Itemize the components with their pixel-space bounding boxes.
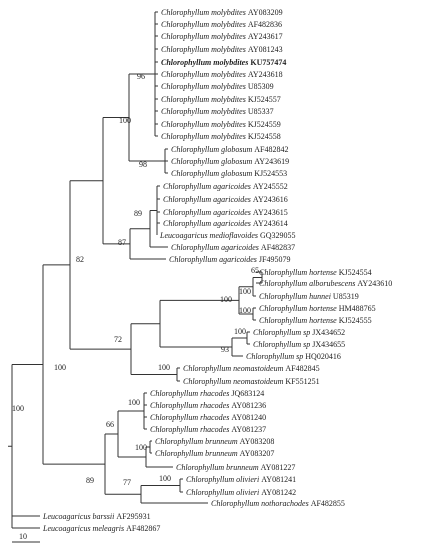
taxon-label — [42, 512, 151, 521]
taxon-name: Chlorophyllum molybdites — [161, 70, 248, 79]
taxon-name: Chlorophyllum sp — [253, 340, 313, 349]
taxon-accession: KF551251 — [285, 377, 320, 386]
taxon-label — [246, 352, 341, 361]
bootstrap-value: 100 — [12, 404, 24, 413]
taxon-name: Chlorophyllum olivieri — [186, 488, 262, 497]
taxon-name: Chlorophyllum alborubescens — [259, 279, 358, 288]
taxon-label — [159, 231, 296, 240]
taxon-accession: AF482842 — [254, 145, 289, 154]
taxon-accession: AY243615 — [252, 208, 288, 217]
taxon-accession: KJ524554 — [338, 268, 372, 277]
taxon-accession: AF482836 — [247, 20, 283, 29]
bootstrap-value: 100 — [158, 363, 170, 372]
taxon-name: Chlorophyllum agaricoides — [163, 195, 253, 204]
taxon-name: Chlorophyllum neomastoideum — [183, 377, 286, 386]
taxon-accession: AY243617 — [247, 32, 283, 41]
taxon-accession: U85319 — [332, 292, 359, 301]
bootstrap-value: 66 — [106, 420, 114, 429]
bootstrap-value: 100 — [119, 116, 131, 125]
bootstrap-value: 100 — [234, 327, 246, 336]
taxon-accession: AY243618 — [247, 70, 283, 79]
taxon-accession: KJ524559 — [247, 120, 281, 129]
bootstrap-value: 72 — [114, 335, 122, 344]
taxon-label — [161, 95, 281, 104]
taxon-label — [163, 219, 288, 228]
taxon-label — [161, 82, 274, 91]
taxon-name: Chlorophyllum rhacodes — [150, 413, 232, 422]
taxon-name: Chlorophyllum hortense — [259, 304, 339, 313]
taxon-accession: AY081236 — [231, 401, 267, 410]
taxon-name: Chlorophyllum molybdites — [161, 132, 248, 141]
taxon-accession: AY081237 — [231, 425, 267, 434]
taxon-name: Chlorophyllum molybdites — [161, 120, 248, 129]
taxon-label — [150, 401, 266, 410]
taxon-name: Chlorophyllum molybdites — [161, 32, 248, 41]
taxon-accession: KJ524557 — [247, 95, 281, 104]
taxon-label — [161, 32, 283, 41]
taxon-name: Chlorophyllum hortense — [259, 268, 339, 277]
taxon-label — [259, 268, 372, 277]
taxon-accession: JX434655 — [312, 340, 346, 349]
bootstrap-value: 100 — [135, 443, 147, 452]
taxon-name: Chlorophyllum hunnei — [259, 292, 333, 301]
taxon-accession: HQ020416 — [305, 352, 341, 361]
taxon-accession: JF495079 — [258, 255, 291, 264]
bootstrap-value: 98 — [139, 160, 147, 169]
taxon-label — [161, 107, 274, 116]
taxon-name: Chlorophyllum molybdites — [161, 58, 251, 67]
taxon-accession: JX434652 — [312, 328, 346, 337]
taxon-name: Leucoagaricus barssii — [43, 512, 117, 521]
taxon-accession: AY243610 — [357, 279, 393, 288]
taxon-accession: AY081240 — [231, 413, 267, 422]
taxon-accession: AY083208 — [239, 437, 275, 446]
taxon-accession: KJ524558 — [247, 132, 281, 141]
bootstrap-value: 100 — [220, 295, 232, 304]
taxon-name: Chlorophyllum globosum — [171, 169, 255, 178]
taxon-label — [42, 524, 160, 533]
taxon-label — [150, 413, 266, 422]
taxon-name: Chlorophyllum sp — [246, 352, 306, 361]
taxon-accession: AY245552 — [252, 182, 288, 191]
taxon-label — [161, 20, 282, 29]
taxon-name: Chlorophyllum nothorachodes — [211, 499, 311, 508]
taxon-label — [211, 499, 345, 508]
taxon-name: Chlorophyllum molybdites — [161, 82, 248, 91]
bootstrap-value: 96 — [137, 72, 145, 81]
taxon-label — [155, 449, 274, 458]
taxon-label — [259, 279, 392, 288]
taxon-name: Chlorophyllum rhacodes — [150, 401, 232, 410]
taxon-label — [186, 475, 296, 484]
taxon-accession: KJ524553 — [254, 169, 288, 178]
bootstrap-value: 100 — [239, 287, 251, 296]
taxon-name: Chlorophyllum brunneum — [176, 463, 261, 472]
taxon-name: Leucoagaricus meleagris — [43, 524, 127, 533]
taxon-name: Chlorophyllum molybdites — [161, 107, 248, 116]
taxon-accession: AF482845 — [285, 364, 320, 373]
bootstrap-value: 100 — [159, 474, 171, 483]
taxon-label — [253, 328, 345, 337]
taxon-accession: HM488765 — [338, 304, 376, 313]
bootstrap-value: 100 — [128, 398, 140, 407]
taxon-label — [163, 208, 288, 217]
scale-bar-label: 10 — [19, 532, 27, 541]
taxon-label — [171, 169, 287, 178]
taxon-name: Chlorophyllum molybdites — [161, 95, 248, 104]
taxon-name: Chlorophyllum molybdites — [161, 45, 248, 54]
taxon-name: Chlorophyllum brunneum — [155, 437, 240, 446]
taxon-name: Chlorophyllum molybdites — [161, 8, 248, 17]
taxon-accession: AY243616 — [252, 195, 288, 204]
taxon-label — [150, 389, 264, 398]
bootstrap-value: 100 — [54, 363, 66, 372]
taxon-label — [161, 132, 281, 141]
bootstrap-value: 89 — [134, 209, 142, 218]
taxon-label — [253, 340, 345, 349]
taxon-label — [163, 182, 288, 191]
taxon-accession: AF482855 — [310, 499, 345, 508]
bootstrap-value: 100 — [239, 306, 251, 315]
taxon-accession: AY081242 — [261, 488, 297, 497]
taxon-accession: U85309 — [247, 82, 274, 91]
taxon-accession: AY081243 — [247, 45, 283, 54]
taxon-label — [259, 292, 359, 301]
taxon-label — [169, 255, 290, 264]
bootstrap-value: 87 — [118, 238, 126, 247]
taxon-name: Chlorophyllum agaricoides — [163, 182, 253, 191]
taxon-name: Chlorophyllum olivieri — [186, 475, 262, 484]
taxon-accession: AF482867 — [126, 524, 161, 533]
taxon-accession: GQ329055 — [259, 231, 296, 240]
taxon-name: Chlorophyllum globosum — [171, 145, 255, 154]
taxon-accession: AF295931 — [116, 512, 151, 521]
taxon-accession: JQ683124 — [231, 389, 265, 398]
taxon-name: Chlorophyllum agaricoides — [171, 243, 261, 252]
taxon-label — [259, 316, 372, 325]
taxon-name: Chlorophyllum agaricoides — [163, 219, 253, 228]
taxon-label — [161, 70, 283, 79]
taxon-label — [161, 120, 281, 129]
taxon-name: Chlorophyllum brunneum — [155, 449, 240, 458]
taxon-accession: KU757474 — [250, 58, 287, 67]
taxon-accession: AY243614 — [252, 219, 288, 228]
taxon-label — [259, 304, 376, 313]
taxon-name: Chlorophyllum agaricoides — [169, 255, 259, 264]
taxon-accession: AY243619 — [254, 157, 290, 166]
taxon-name: Chlorophyllum agaricoides — [163, 208, 253, 217]
taxon-label — [161, 58, 286, 67]
taxon-name: Chlorophyllum rhacodes — [150, 425, 232, 434]
taxon-label — [171, 157, 289, 166]
taxon-name: Leucoagaricus medioflavoides — [160, 231, 260, 240]
taxon-name: Chlorophyllum hortense — [259, 316, 339, 325]
taxon-accession: AY083207 — [239, 449, 275, 458]
taxon-label — [163, 195, 288, 204]
taxon-accession: U85337 — [247, 107, 274, 116]
taxon-label — [186, 488, 296, 497]
taxon-label — [150, 425, 266, 434]
taxon-label — [176, 463, 295, 472]
bootstrap-value: 82 — [76, 255, 84, 264]
taxon-accession: KJ524555 — [338, 316, 372, 325]
taxon-accession: AY083209 — [247, 8, 283, 17]
taxon-label — [155, 437, 274, 446]
bootstrap-value: 93 — [221, 345, 229, 354]
taxon-label — [161, 45, 283, 54]
taxon-label — [161, 8, 283, 17]
taxon-name: Chlorophyllum globosum — [171, 157, 255, 166]
taxon-accession: AY081227 — [260, 463, 296, 472]
taxon-name: Chlorophyllum rhacodes — [150, 389, 232, 398]
taxon-label — [183, 377, 320, 386]
taxon-label — [183, 364, 320, 373]
bootstrap-value: 89 — [86, 476, 94, 485]
bootstrap-value: 77 — [123, 478, 131, 487]
taxon-label — [171, 243, 295, 252]
taxon-name: Chlorophyllum sp — [253, 328, 313, 337]
bootstrap-value: 65 — [251, 266, 259, 275]
taxon-label — [171, 145, 289, 154]
taxon-accession: AF482837 — [260, 243, 296, 252]
taxon-accession: AY081241 — [261, 475, 297, 484]
taxon-name: Chlorophyllum neomastoideum — [183, 364, 286, 373]
taxon-name: Chlorophyllum molybdites — [161, 20, 248, 29]
